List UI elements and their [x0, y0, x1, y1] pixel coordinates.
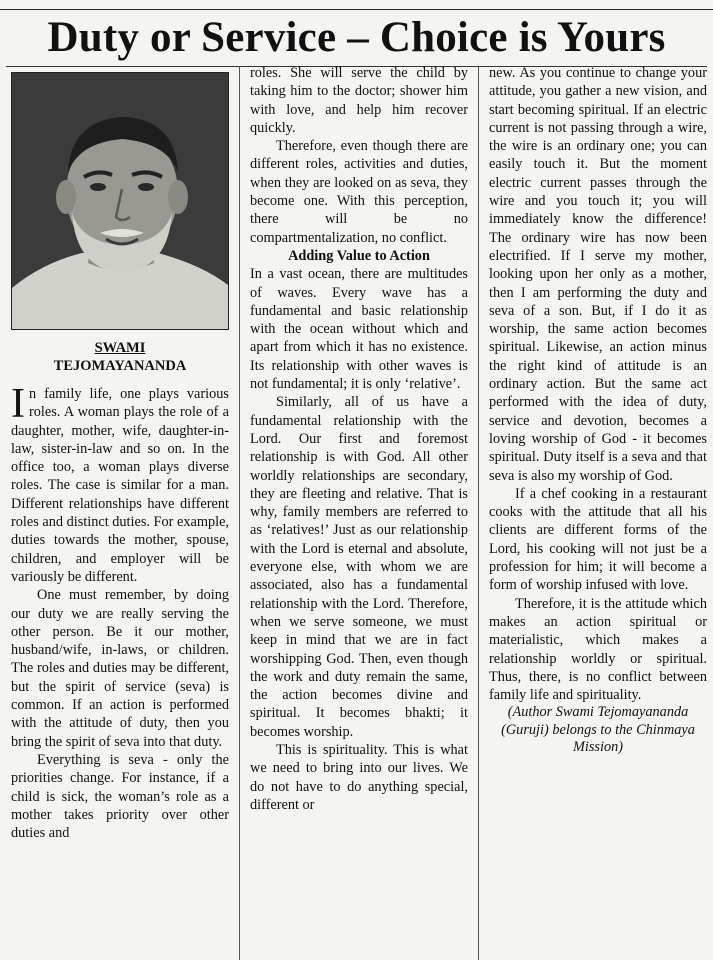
author-photo	[11, 72, 229, 330]
paragraph: Therefore, it is the attitude which makes an action spiritual or materialistic, which makes a relationship worldly or spiritual. Thus, there, is no conflict between family life and spirituality.	[489, 595, 707, 704]
author-note: (Author Swami Tejomayananda (Guruji) belongs to the Chinmaya Mission)	[501, 704, 695, 756]
column-3	[489, 64, 707, 757]
paragraph: One must remember, by doing our duty we are really serving the other person. Be it our mother, husband/wife, in-laws, or children. The roles and duties may be different, but the spirit of service (seva) is common. If an action is performed with the attitude of duty, then you bring the spirit of seva into that duty.	[11, 587, 229, 750]
paragraph: If a chef cooking in a restaurant cooks with the attitude that all his clients are different forms of the Lord, his cooking will not just be a profession for him; it will become a form of worship infused with love.	[489, 485, 707, 594]
cropped-top-strip	[0, 0, 713, 10]
subheading: Adding Value to Action	[288, 247, 430, 264]
byline-name: TEJOMAYANANDA	[53, 358, 187, 374]
paragraph: Everything is seva - only the priorities change. For instance, if a child is sick, the woman’s role as a mother takes priority over other duties and	[11, 751, 229, 842]
byline	[11, 339, 229, 375]
author-portrait-illustration	[12, 73, 228, 329]
paragraph: Similarly, all of us have a fundamental relationship with the Lord. Our first and foremost relationship is with God. All other worldly relationships are secondary, they are fleeting and relative. That is why, family members are referred to as ‘relatives!’ Just as our relationship with the Lord is eternal and absolute, everyone else, with whom we are associated, also has a fundamental relationship with the Lord. Therefore, when we serve someone, we must keep in mind that we are in fact worshipping God. Then, even though the work and duty remain the same, the action becomes divine and spiritual. It becomes bhakti; it becomes worship.	[250, 394, 468, 740]
column-divider	[478, 66, 479, 960]
drop-cap: I	[11, 381, 25, 427]
paragraph: Therefore, even though there are different roles, activities and duties, when they are looked on as seva, they become one. With this perception, there will be no compartmentalization, no conflict.	[250, 138, 468, 246]
paragraph: In a vast ocean, there are multitudes of waves. Every wave has a fundamental and basic relationship with the ocean without which and apart from which it has no existence. Its relationship with other waves is not fundamental; it is only ‘relative’.	[250, 266, 468, 393]
column-1	[11, 72, 229, 842]
paragraph: new. As you continue to change your attitude, you gather a new vision, and start becoming spiritual. If an electric current is not passing through a wire, the wire is an ordinary one; you can easily touch it. But the moment electric current passes through the wire and you touch it; you will immediately know the difference! The ordinary wire has now been electrified. If I serve my mother, looking upon her only as a mother, then I am performing the duty and seva of a son. But, if I do it as worship, the same action becomes spiritual. Likewise, an action minus the right kind of attitude is an ordinary action. But the same act performed with the idea of duty, service and devotion, becomes a loving worship of God - it becomes spiritual. Duty itself is a seva and that seva is also my worship of God.	[489, 65, 707, 484]
column-2	[250, 64, 468, 814]
paragraph: In family life, one plays various roles. A woman plays the role of a daughter, mother, wife, daughter-in-law, sister-in-law and so on. In the office too, a woman plays diverse roles. The case is similar for a man. Different relationships have different roles and distinct duties. For example, duties towards the mother, spouse, children, and employer will be variously be different.	[11, 381, 229, 585]
column-divider	[239, 66, 240, 960]
byline-title: SWAMI	[94, 340, 146, 356]
paragraph: roles. She will serve the child by taking him to the doctor; shower him with love, and help him recover quickly.	[250, 65, 468, 136]
paragraph: This is spirituality. This is what we need to bring into our lives. We do not have to do anything special, different or	[250, 741, 468, 813]
headline: Duty or Service – Choice is Yours	[47, 14, 666, 61]
